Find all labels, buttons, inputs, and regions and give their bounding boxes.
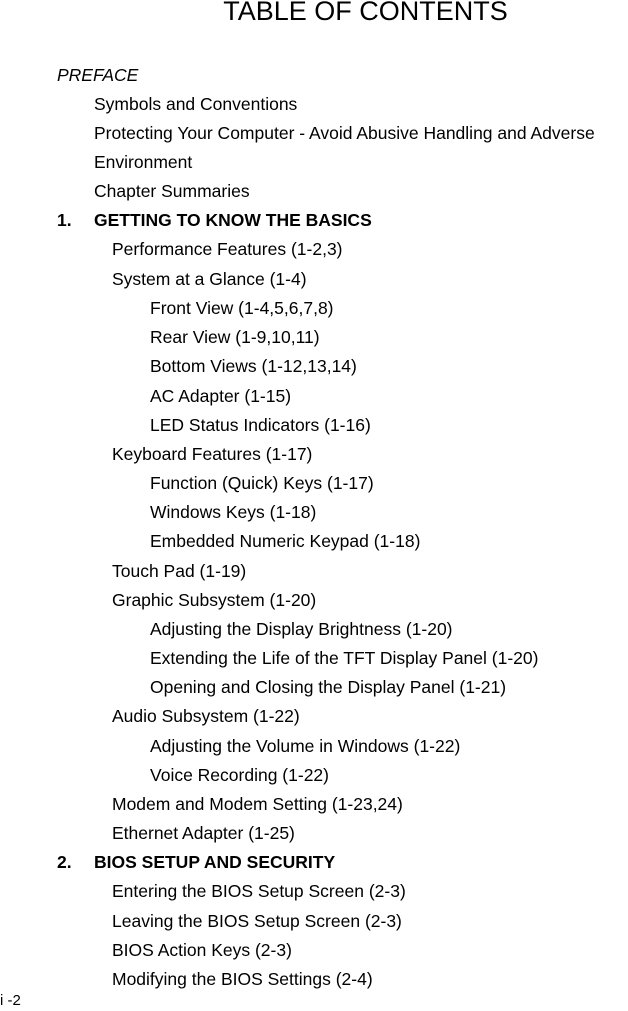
toc-subentry: Rear View (1-9,10,11) — [150, 327, 320, 347]
toc-entry: Touch Pad (1-19) — [112, 561, 247, 581]
toc-subentry: Function (Quick) Keys (1-17) — [150, 473, 374, 493]
toc-subentry: AC Adapter (1-15) — [150, 386, 292, 406]
toc-subentry: Front View (1-4,5,6,7,8) — [150, 298, 334, 318]
chapter-heading: BIOS SETUP AND SECURITY — [94, 852, 336, 872]
toc-entry: Leaving the BIOS Setup Screen (2-3) — [112, 911, 402, 931]
toc-entry: Chapter Summaries — [94, 181, 250, 201]
toc-entry: Modem and Modem Setting (1-23,24) — [112, 794, 403, 814]
toc-subentry: Adjusting the Volume in Windows (1-22) — [150, 736, 461, 756]
chapter-number: 1. — [57, 210, 72, 230]
toc-subentry: Opening and Closing the Display Panel (1-21) — [150, 677, 507, 697]
preface-heading: PREFACE — [57, 65, 139, 85]
toc-subentry: Adjusting the Display Brightness (1-20) — [150, 619, 453, 639]
toc-entry: Keyboard Features (1-17) — [112, 444, 313, 464]
page-number: i -2 — [0, 992, 21, 1009]
toc-entry: Ethernet Adapter (1-25) — [112, 823, 295, 843]
toc-entry: Graphic Subsystem (1-20) — [112, 590, 317, 610]
toc-entry: BIOS Action Keys (2-3) — [112, 940, 292, 960]
toc-entry: Protecting Your Computer - Avoid Abusive Handling and Adverse — [94, 123, 595, 143]
toc-subentry: Embedded Numeric Keypad (1-18) — [150, 531, 421, 551]
chapter-number: 2. — [57, 852, 72, 872]
chapter-heading: GETTING TO KNOW THE BASICS — [94, 210, 372, 230]
toc-subentry: Bottom Views (1-12,13,14) — [150, 356, 357, 376]
toc-subentry: LED Status Indicators (1-16) — [150, 415, 371, 435]
page-title: TABLE OF CONTENTS — [223, 0, 508, 26]
toc-entry: System at a Glance (1-4) — [112, 269, 307, 289]
toc-entry: Performance Features (1-2,3) — [112, 239, 343, 259]
toc-subentry: Windows Keys (1-18) — [150, 502, 317, 522]
toc-entry: Modifying the BIOS Settings (2-4) — [112, 969, 373, 989]
toc-entry: Symbols and Conventions — [94, 94, 298, 114]
toc-entry: Environment — [94, 152, 193, 172]
toc-entry: Entering the BIOS Setup Screen (2-3) — [112, 881, 406, 901]
toc-subentry: Extending the Life of the TFT Display Panel (1-20) — [150, 648, 539, 668]
toc-entry: Audio Subsystem (1-22) — [112, 706, 300, 726]
toc-subentry: Voice Recording (1-22) — [150, 765, 329, 785]
